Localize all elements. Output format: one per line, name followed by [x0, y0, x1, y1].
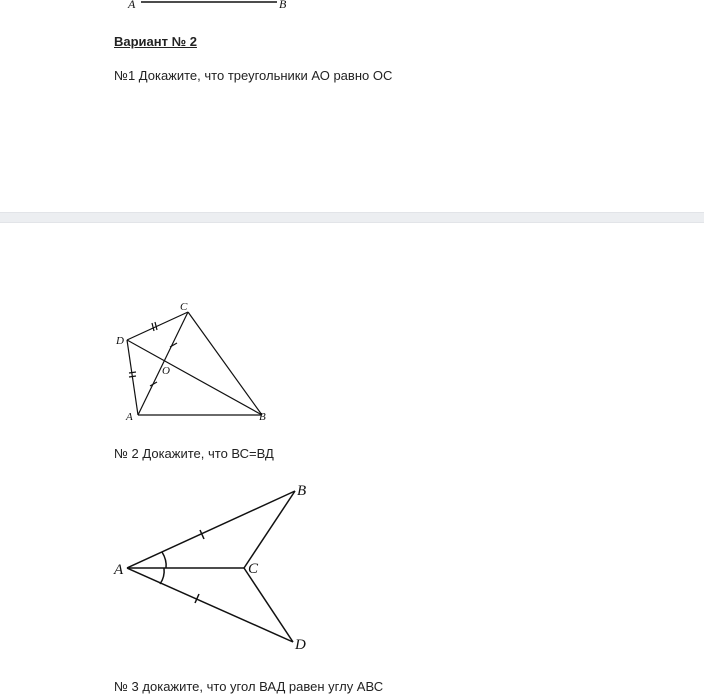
label-c: C [180, 301, 188, 313]
task-1-text: №1 Докажите, что треугольники АО равно ОС [114, 68, 393, 83]
angle-arc-cad [160, 568, 164, 584]
label-d: D [116, 335, 124, 347]
label-b: B [279, 0, 287, 11]
tick-da-2 [129, 376, 136, 377]
label-a: A [128, 0, 136, 11]
side-da [127, 340, 138, 415]
label-c: C [248, 561, 259, 577]
label-b: B [259, 411, 266, 423]
angle-arc-bac [162, 552, 166, 568]
tick-dc-1 [152, 323, 154, 331]
side-cb [188, 312, 262, 415]
tick-da-1 [129, 372, 136, 373]
document-page-1 [0, 0, 704, 212]
page-gap [0, 212, 704, 223]
label-a: A [126, 411, 133, 423]
figure-2-arrowhead [0, 478, 704, 678]
figure-top-partial [0, 0, 704, 20]
task-3-text: № 3 докажите, что угол ВАД равен углу АВС [114, 679, 384, 694]
document-page-2 [0, 223, 704, 699]
tick-oc [170, 343, 177, 347]
label-a: A [114, 562, 124, 578]
figure-1-quadrilateral [0, 223, 704, 423]
diagonal-ac [138, 312, 188, 415]
label-o: O [162, 365, 170, 377]
label-d: D [295, 637, 306, 653]
diagonal-db [127, 340, 262, 415]
side-dc [127, 312, 188, 340]
variant-heading: Вариант № 2 [114, 34, 197, 49]
task-2-text: № 2 Докажите, что ВС=ВД [114, 446, 274, 461]
label-b: B [297, 483, 307, 499]
